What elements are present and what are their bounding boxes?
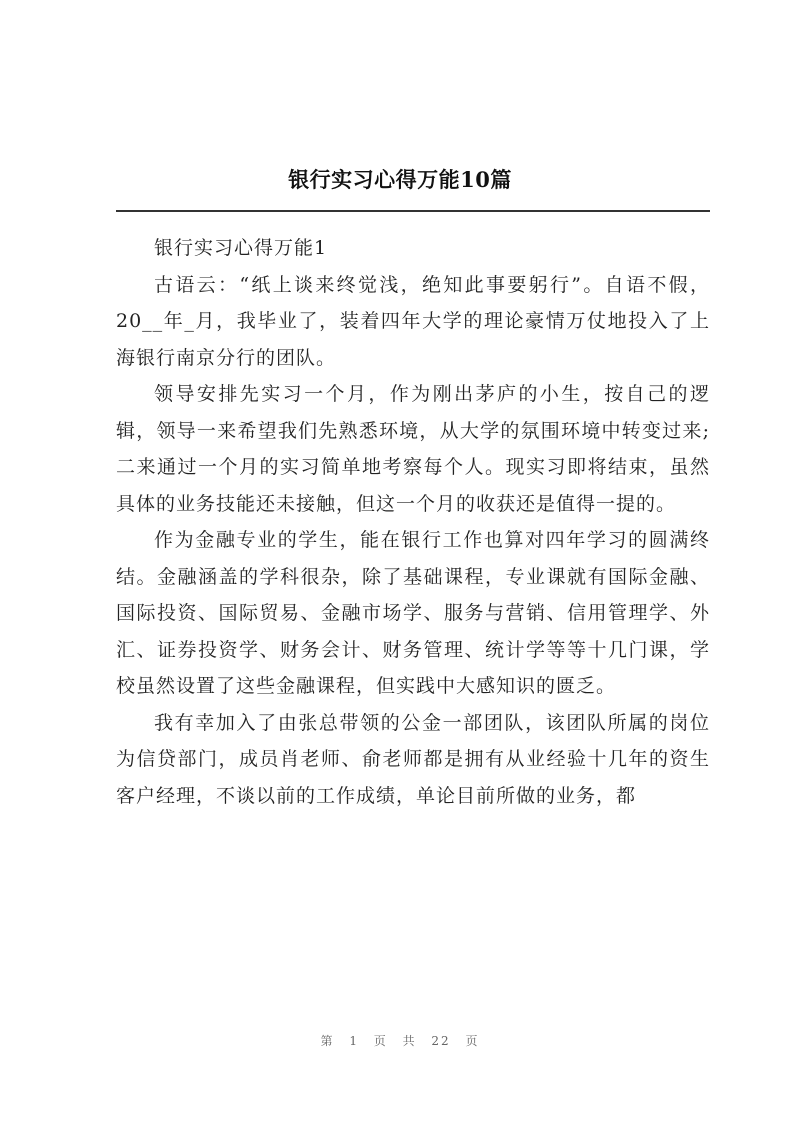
page-number-footer: 第 1 页 共 22 页 (320, 1034, 480, 1048)
page-title: 银行实习心得万能10篇 (288, 167, 512, 192)
title-divider (116, 210, 710, 212)
paragraph-1: 古语云：“纸上谈来终觉浅，绝知此事要躬行”。自语不假，20__年_月，我毕业了，装着四年大学的理论豪情万仗地投入了上海银行南京分行的团队。 (116, 273, 710, 369)
document-body (116, 230, 710, 814)
section-heading: 银行实习心得万能1 (154, 237, 328, 259)
paragraph-4: 我有幸加入了由张总带领的公金一部团队，该团队所属的岗位为信贷部门，成员肖老师、俞老师都是拥有从业经验十几年的资生客户经理，不谈以前的工作成绩，单论目前所做的业务，都 (116, 711, 710, 807)
paragraph-3: 作为金融专业的学生，能在银行工作也算对四年学习的圆满终结。金融涵盖的学科很杂，除了基础课程，专业课就有国际金融、国际投资、国际贸易、金融市场学、服务与营销、信用管理学、外汇、证券投资学、财务会计、财务管理、统计学等等十几门课，学校虽然设置了这些金融课程，但实践中大感知识的匮乏。 (116, 529, 710, 697)
paragraph-2: 领导安排先实习一个月，作为刚出茅庐的小生，按自己的逻辑，领导一来希望我们先熟悉环境，从大学的氛围环境中转变过来;二来通过一个月的实习简单地考察每个人。现实习即将结束，虽然具体的业务技能还未接触，但这一个月的收获还是值得一提的。 (116, 383, 710, 515)
